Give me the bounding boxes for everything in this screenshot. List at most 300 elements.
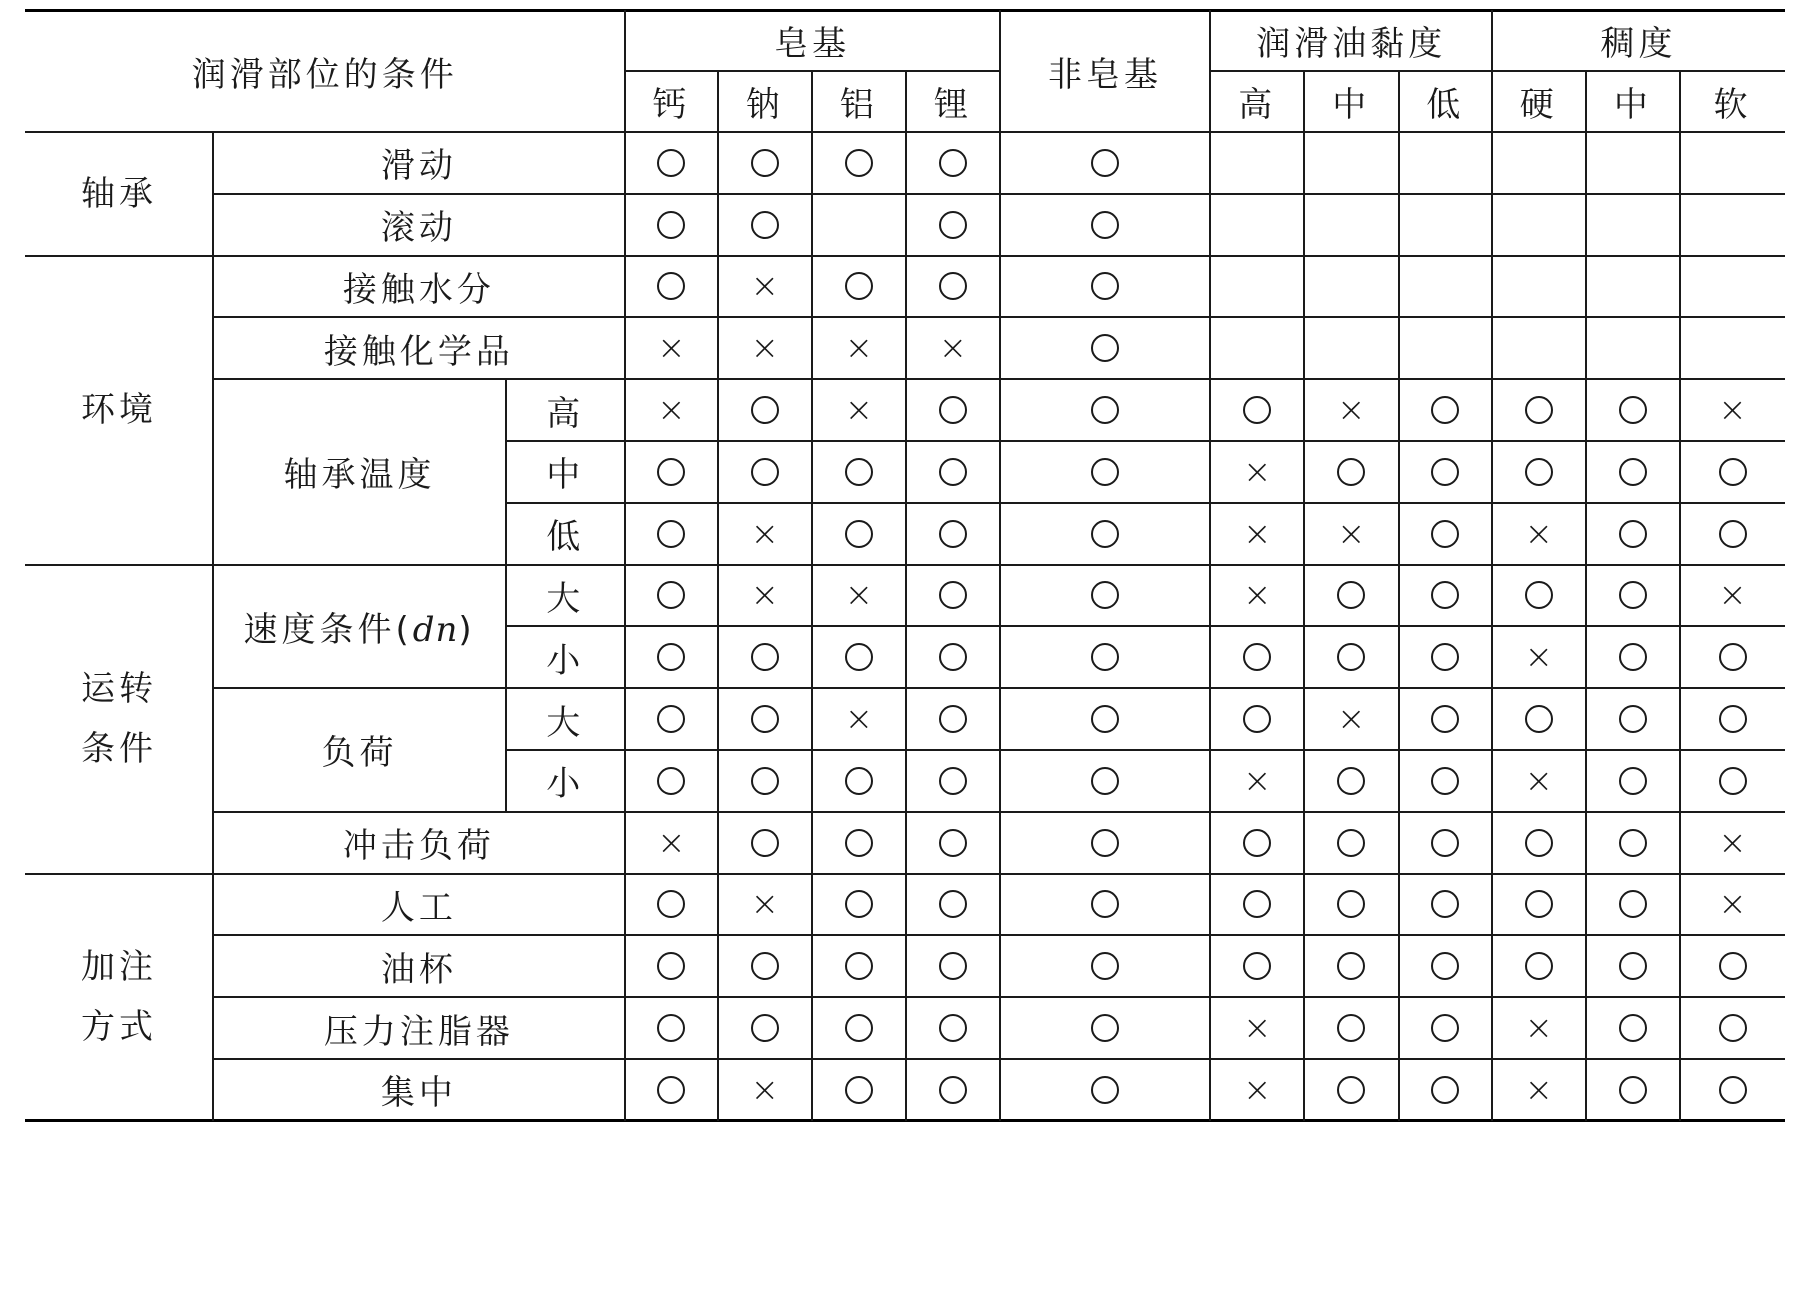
- value-cell: [1586, 1059, 1681, 1121]
- circle-mark-icon: [1431, 890, 1459, 918]
- value-cell: [718, 503, 811, 565]
- cross-mark-icon: ×: [750, 513, 780, 554]
- circle-mark-icon: [1719, 705, 1747, 733]
- sub-condition: [506, 688, 625, 750]
- sub-condition-label: 大: [546, 702, 585, 743]
- cross-mark-icon: ×: [1718, 822, 1747, 863]
- circle-mark-icon: [657, 890, 685, 918]
- column-line: [811, 71, 813, 1121]
- cross-mark-icon: ×: [750, 1069, 780, 1110]
- circle-mark-icon: [1091, 520, 1119, 548]
- sub-header-label: 软: [1713, 85, 1752, 125]
- value-cell: [1000, 194, 1211, 256]
- circle-mark-icon: [939, 520, 967, 548]
- circle-mark-icon: [1619, 520, 1647, 548]
- circle-mark-icon: [1091, 458, 1119, 486]
- column-line: [717, 71, 719, 1121]
- value-cell: [1399, 812, 1492, 874]
- circle-mark-icon: [1431, 396, 1459, 424]
- sub-header: [1586, 71, 1681, 132]
- circle-mark-icon: [939, 458, 967, 486]
- value-cell: [1680, 997, 1785, 1059]
- value-cell: [1586, 750, 1681, 812]
- sub-header: [1680, 71, 1785, 132]
- value-cell: [625, 1059, 718, 1121]
- circle-mark-icon: [1243, 643, 1271, 671]
- cross-mark-icon: ×: [1718, 884, 1747, 925]
- value-cell: [1586, 626, 1681, 688]
- sub-header-label: 铝: [839, 85, 878, 125]
- value-cell: [812, 997, 907, 1059]
- value-cell: [1586, 874, 1681, 936]
- value-cell: [1399, 194, 1492, 256]
- value-cell: [1586, 688, 1681, 750]
- circle-mark-icon: [1091, 211, 1119, 239]
- value-cell: [625, 503, 718, 565]
- condition-label: 滑动: [380, 146, 457, 187]
- value-cell: [812, 1059, 907, 1121]
- corner-header: [25, 10, 625, 132]
- category: [25, 256, 213, 565]
- circle-mark-icon: [1431, 1076, 1459, 1104]
- value-cell: [1000, 750, 1211, 812]
- value-cell: [625, 997, 718, 1059]
- group-header: [1210, 10, 1492, 71]
- value-cell: [1210, 688, 1303, 750]
- value-cell: [1680, 750, 1785, 812]
- sub-header-label: 高: [1238, 85, 1277, 125]
- value-cell: [1000, 256, 1211, 318]
- condition: [213, 1059, 625, 1121]
- sub-header-label: 钙: [652, 85, 691, 125]
- value-cell: [1399, 256, 1492, 318]
- cross-mark-icon: ×: [938, 328, 968, 369]
- sub-header: [812, 71, 907, 132]
- cross-mark-icon: ×: [657, 822, 686, 863]
- value-cell: [1399, 503, 1492, 565]
- value-cell: [1210, 750, 1303, 812]
- circle-mark-icon: [1431, 520, 1459, 548]
- value-cell: [625, 379, 718, 441]
- value-cell: [1304, 441, 1399, 503]
- value-cell: [1000, 132, 1211, 194]
- value-cell: [1210, 812, 1303, 874]
- cross-mark-icon: ×: [1337, 390, 1366, 431]
- rule-line: [1210, 70, 1785, 72]
- sub-condition: [506, 503, 625, 565]
- circle-mark-icon: [1337, 767, 1365, 795]
- value-cell: [906, 194, 999, 256]
- value-cell: [906, 626, 999, 688]
- value-cell: [906, 750, 999, 812]
- value-cell: [1586, 256, 1681, 318]
- sub-header-label: 硬: [1519, 85, 1558, 125]
- value-cell: [1586, 997, 1681, 1059]
- circle-mark-icon: [751, 643, 779, 671]
- value-cell: [1399, 441, 1492, 503]
- circle-mark-icon: [845, 1014, 873, 1042]
- circle-mark-icon: [657, 272, 685, 300]
- value-cell: [906, 1059, 999, 1121]
- group-header-label: 稠度: [1600, 24, 1677, 64]
- circle-mark-icon: [657, 767, 685, 795]
- value-cell: [1492, 441, 1585, 503]
- column-line: [1679, 71, 1681, 1121]
- cross-mark-icon: ×: [1524, 1069, 1554, 1110]
- circle-mark-icon: [939, 1014, 967, 1042]
- sub-condition: [506, 750, 625, 812]
- value-cell: [1304, 379, 1399, 441]
- value-cell: [625, 132, 718, 194]
- cross-mark-icon: ×: [750, 884, 780, 925]
- circle-mark-icon: [845, 1076, 873, 1104]
- value-cell: [718, 874, 811, 936]
- value-cell: [1399, 379, 1492, 441]
- column-line: [505, 565, 507, 689]
- circle-mark-icon: [845, 272, 873, 300]
- value-cell: [812, 750, 907, 812]
- value-cell: [812, 194, 907, 256]
- value-cell: [1680, 565, 1785, 627]
- circle-mark-icon: [1719, 767, 1747, 795]
- value-cell: [625, 750, 718, 812]
- value-cell: [812, 317, 907, 379]
- value-cell: [1210, 194, 1303, 256]
- circle-mark-icon: [1091, 396, 1119, 424]
- column-line: [999, 10, 1001, 1121]
- value-cell: [1000, 997, 1211, 1059]
- column-line: [212, 132, 214, 1121]
- circle-mark-icon: [1243, 829, 1271, 857]
- value-cell: [718, 194, 811, 256]
- cross-mark-icon: ×: [1524, 637, 1554, 678]
- condition: [213, 194, 625, 256]
- cross-mark-icon: ×: [657, 390, 686, 431]
- circle-mark-icon: [1619, 458, 1647, 486]
- circle-mark-icon: [1525, 952, 1553, 980]
- value-cell: [1492, 194, 1585, 256]
- circle-mark-icon: [1619, 829, 1647, 857]
- circle-mark-icon: [657, 1076, 685, 1104]
- circle-mark-icon: [751, 767, 779, 795]
- circle-mark-icon: [1337, 458, 1365, 486]
- value-cell: [625, 935, 718, 997]
- sub-condition-label: 大: [546, 578, 585, 619]
- value-cell: [1304, 256, 1399, 318]
- circle-mark-icon: [657, 705, 685, 733]
- value-cell: [718, 132, 811, 194]
- group-header-label: 皂基: [774, 24, 851, 64]
- rule-line: [506, 440, 1785, 442]
- value-cell: [1210, 565, 1303, 627]
- value-cell: [1399, 565, 1492, 627]
- circle-mark-icon: [1091, 767, 1119, 795]
- circle-mark-icon: [1091, 1076, 1119, 1104]
- circle-mark-icon: [1525, 458, 1553, 486]
- value-cell: [1586, 503, 1681, 565]
- circle-mark-icon: [657, 952, 685, 980]
- value-cell: [812, 626, 907, 688]
- circle-mark-icon: [657, 211, 685, 239]
- circle-mark-icon: [845, 643, 873, 671]
- value-cell: [718, 626, 811, 688]
- condition: [213, 256, 625, 318]
- circle-mark-icon: [751, 149, 779, 177]
- condition: [213, 812, 625, 874]
- circle-mark-icon: [1337, 581, 1365, 609]
- value-cell: [1399, 997, 1492, 1059]
- sub-header-label: 钠: [745, 85, 784, 125]
- condition-label: 轴承温度: [283, 455, 436, 496]
- sub-header: [906, 71, 999, 132]
- value-cell: [1304, 503, 1399, 565]
- value-cell: [625, 565, 718, 627]
- circle-mark-icon: [845, 458, 873, 486]
- sub-condition: [506, 441, 625, 503]
- sub-header-label: 锂: [933, 85, 972, 125]
- circle-mark-icon: [1091, 890, 1119, 918]
- value-cell: [1399, 750, 1492, 812]
- value-cell: [1304, 750, 1399, 812]
- circle-mark-icon: [1619, 643, 1647, 671]
- value-cell: [1210, 626, 1303, 688]
- circle-mark-icon: [939, 272, 967, 300]
- column-line: [505, 379, 507, 564]
- value-cell: [1492, 997, 1585, 1059]
- value-cell: [1492, 132, 1585, 194]
- condition-label: 滚动: [380, 208, 457, 249]
- condition-label: 压力注脂器: [323, 1011, 514, 1052]
- value-cell: [906, 874, 999, 936]
- value-cell: [1210, 441, 1303, 503]
- value-cell: [1492, 1059, 1585, 1121]
- sub-condition-label: 小: [546, 640, 585, 681]
- value-cell: [718, 256, 811, 318]
- circle-mark-icon: [845, 890, 873, 918]
- rule-line: [506, 502, 1785, 504]
- cross-mark-icon: ×: [844, 328, 874, 369]
- cross-mark-icon: ×: [1524, 760, 1554, 801]
- circle-mark-icon: [1243, 952, 1271, 980]
- circle-mark-icon: [1091, 334, 1119, 362]
- cross-mark-icon: ×: [1242, 1008, 1272, 1049]
- value-cell: [1492, 750, 1585, 812]
- sub-condition-label: 高: [546, 393, 585, 434]
- sub-header: [718, 71, 811, 132]
- group-header-label: 非皂基: [1048, 54, 1163, 95]
- value-cell: [906, 688, 999, 750]
- value-cell: [1304, 626, 1399, 688]
- circle-mark-icon: [1619, 705, 1647, 733]
- circle-mark-icon: [1243, 396, 1271, 424]
- column-line: [1398, 71, 1400, 1121]
- circle-mark-icon: [939, 829, 967, 857]
- condition: [213, 935, 625, 997]
- condition-label: 速度条件(dn): [243, 609, 476, 650]
- value-cell: [1210, 317, 1303, 379]
- category-label: 加注 方式: [81, 947, 158, 1048]
- circle-mark-icon: [845, 149, 873, 177]
- circle-mark-icon: [657, 1014, 685, 1042]
- value-cell: [1304, 688, 1399, 750]
- circle-mark-icon: [1337, 643, 1365, 671]
- value-cell: [906, 997, 999, 1059]
- cross-mark-icon: ×: [750, 328, 780, 369]
- condition-label: 油杯: [380, 949, 457, 990]
- value-cell: [1492, 935, 1585, 997]
- value-cell: [718, 441, 811, 503]
- value-cell: [1210, 1059, 1303, 1121]
- sub-header-label: 低: [1426, 85, 1465, 125]
- condition-label: 人工: [380, 887, 457, 928]
- value-cell: [1304, 935, 1399, 997]
- value-cell: [625, 688, 718, 750]
- value-cell: [906, 812, 999, 874]
- sub-header: [625, 71, 718, 132]
- value-cell: [906, 503, 999, 565]
- value-cell: [1492, 565, 1585, 627]
- value-cell: [1399, 317, 1492, 379]
- group-header: [1000, 10, 1211, 132]
- value-cell: [1000, 317, 1211, 379]
- value-cell: [1304, 565, 1399, 627]
- sub-condition-label: 低: [546, 517, 585, 558]
- value-cell: [1586, 565, 1681, 627]
- circle-mark-icon: [1431, 458, 1459, 486]
- column-line: [905, 71, 907, 1121]
- cross-mark-icon: ×: [1718, 390, 1747, 431]
- condition-label: 集中: [380, 1073, 457, 1114]
- value-cell: [1000, 379, 1211, 441]
- value-cell: [1304, 812, 1399, 874]
- circle-mark-icon: [1091, 643, 1119, 671]
- column-line: [1585, 71, 1587, 1121]
- circle-mark-icon: [845, 767, 873, 795]
- circle-mark-icon: [1719, 952, 1747, 980]
- circle-mark-icon: [845, 520, 873, 548]
- circle-mark-icon: [1719, 643, 1747, 671]
- value-cell: [1000, 935, 1211, 997]
- value-cell: [718, 997, 811, 1059]
- circle-mark-icon: [1431, 581, 1459, 609]
- value-cell: [906, 379, 999, 441]
- circle-mark-icon: [1091, 1014, 1119, 1042]
- category-label: 轴承: [81, 173, 158, 214]
- cross-mark-icon: ×: [1337, 699, 1366, 740]
- circle-mark-icon: [1719, 1014, 1747, 1042]
- cross-mark-icon: ×: [750, 575, 780, 616]
- value-cell: [1210, 935, 1303, 997]
- circle-mark-icon: [1525, 829, 1553, 857]
- value-cell: [1492, 812, 1585, 874]
- condition: [213, 874, 625, 936]
- value-cell: [718, 935, 811, 997]
- condition: [213, 379, 506, 564]
- value-cell: [1000, 688, 1211, 750]
- value-cell: [625, 194, 718, 256]
- circle-mark-icon: [939, 952, 967, 980]
- value-cell: [1399, 626, 1492, 688]
- circle-mark-icon: [1719, 1076, 1747, 1104]
- circle-mark-icon: [1619, 396, 1647, 424]
- value-cell: [1304, 317, 1399, 379]
- group-header-label: 润滑油黏度: [1256, 24, 1447, 64]
- category: [25, 565, 213, 874]
- circle-mark-icon: [939, 890, 967, 918]
- value-cell: [718, 565, 811, 627]
- value-cell: [812, 256, 907, 318]
- circle-mark-icon: [1525, 705, 1553, 733]
- column-line: [624, 10, 626, 1121]
- value-cell: [1000, 503, 1211, 565]
- value-cell: [718, 317, 811, 379]
- circle-mark-icon: [657, 149, 685, 177]
- value-cell: [1210, 997, 1303, 1059]
- value-cell: [1586, 379, 1681, 441]
- condition-label: 冲击负荷: [342, 826, 495, 867]
- value-cell: [812, 812, 907, 874]
- value-cell: [1680, 194, 1785, 256]
- value-cell: [1000, 1059, 1211, 1121]
- circle-mark-icon: [1337, 1076, 1365, 1104]
- value-cell: [1680, 874, 1785, 936]
- value-cell: [1399, 935, 1492, 997]
- value-cell: [1492, 688, 1585, 750]
- circle-mark-icon: [1525, 890, 1553, 918]
- circle-mark-icon: [1619, 1076, 1647, 1104]
- circle-mark-icon: [1337, 1014, 1365, 1042]
- cross-mark-icon: ×: [1718, 575, 1747, 616]
- circle-mark-icon: [1619, 890, 1647, 918]
- circle-mark-icon: [1091, 705, 1119, 733]
- sub-condition-label: 中: [546, 455, 585, 496]
- value-cell: [812, 565, 907, 627]
- circle-mark-icon: [939, 1076, 967, 1104]
- circle-mark-icon: [1431, 952, 1459, 980]
- circle-mark-icon: [1337, 952, 1365, 980]
- value-cell: [1399, 1059, 1492, 1121]
- column-line: [1209, 10, 1211, 1121]
- value-cell: [625, 626, 718, 688]
- sub-header-label: 中: [1332, 85, 1371, 125]
- value-cell: [625, 441, 718, 503]
- value-cell: [625, 256, 718, 318]
- circle-mark-icon: [751, 952, 779, 980]
- circle-mark-icon: [939, 581, 967, 609]
- cross-mark-icon: ×: [750, 266, 780, 307]
- circle-mark-icon: [1619, 581, 1647, 609]
- value-cell: [718, 688, 811, 750]
- cross-mark-icon: ×: [1524, 1008, 1554, 1049]
- condition: [213, 317, 625, 379]
- group-header: [1492, 10, 1785, 71]
- circle-mark-icon: [1619, 952, 1647, 980]
- sub-condition: [506, 626, 625, 688]
- sub-condition-label: 小: [546, 764, 585, 805]
- value-cell: [1680, 812, 1785, 874]
- circle-mark-icon: [1337, 890, 1365, 918]
- value-cell: [1492, 503, 1585, 565]
- value-cell: [1000, 874, 1211, 936]
- sub-header: [1399, 71, 1492, 132]
- circle-mark-icon: [1091, 952, 1119, 980]
- value-cell: [812, 935, 907, 997]
- value-cell: [1492, 256, 1585, 318]
- value-cell: [1210, 379, 1303, 441]
- category-label: 运转 条件: [81, 669, 158, 770]
- circle-mark-icon: [751, 396, 779, 424]
- circle-mark-icon: [1431, 643, 1459, 671]
